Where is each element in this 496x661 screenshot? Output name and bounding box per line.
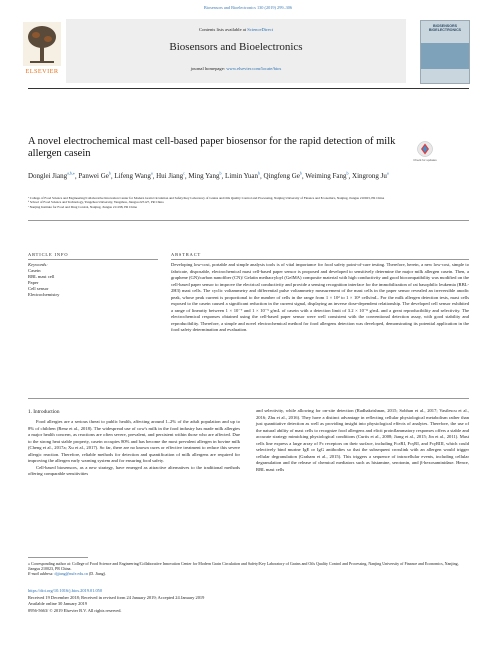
article-title: A novel electrochemical mast cell-based paper biosensor for the rapid detection of milk allergen casein	[28, 136, 396, 160]
author[interactable]	[225, 172, 260, 180]
elsevier-wordmark: ELSEVIER	[25, 68, 59, 75]
author-name: Weiming Fang	[305, 172, 347, 181]
footnote-rule	[28, 557, 88, 558]
article-info-rule	[28, 259, 158, 260]
keywords-label: Keywords:	[28, 262, 48, 267]
elsevier-logo	[22, 21, 62, 79]
crossmark-icon[interactable]	[417, 141, 433, 157]
keyword-item: Casein	[28, 267, 41, 273]
author-affiliation-mark: b	[108, 171, 111, 176]
author-affiliation-mark: a,b,	[67, 171, 73, 176]
masthead-rule	[28, 88, 469, 89]
contents-prefix: Contents lists available at	[199, 27, 248, 32]
affiliation-a: ᵃ College of Food Science and Engineering/Collaborative Innovation Center for Modern Grain Circulation and Safety/Key Laboratory of Grains and Oils Quality Control and Processing, Nanjing University of Finance and Economics, Nanjing, Jiangsu 210023, PR China	[28, 196, 385, 200]
paragraph: Food allergies are a serious threat to public health, affecting around 1–2% of the adult population and up to 8% of children (Renz et al., 2018). The widespread use of cow's milk in the food industry has made milk allergies a major health concern, as reactions are often severe, prevalent, and persistent within those who are affected. Due to the strong heat stable property, casein occupies 80% and has become the most prevalent allergen in bovine milk (Cheng et al., 2017a; Xu et al., 2017). So far, there are no known cures or effective treatment to reduce this severe allergic reaction. Therefore, reliable methods for detection and quantification of milk allergens are required for improving the allergen early warning system and for ensuring food safety.	[28, 419, 240, 464]
author[interactable]	[188, 172, 221, 180]
homepage-link[interactable]: www.elsevier.com/locate/bios	[226, 66, 282, 71]
author-name: Donglei Jiang	[28, 172, 68, 181]
article-history: Received 19 December 2018; Received in revised form 24 January 2019; Accepted 24 January 2019	[28, 594, 205, 600]
author-affiliation-mark: b	[219, 171, 222, 176]
introduction-right-column	[256, 408, 469, 473]
introduction-heading: 1. Introduction	[28, 409, 60, 415]
author-name: Xingrong Ju	[352, 172, 387, 181]
online-date: Available online 30 January 2019	[28, 601, 87, 607]
publication-info	[28, 588, 328, 615]
copyright: 0956-5663/ © 2019 Elsevier B.V. All rights reserved.	[28, 608, 122, 614]
author[interactable]	[264, 172, 302, 180]
keyword-item: Paper	[28, 279, 39, 285]
keyword-item: RBL mast cell	[28, 273, 55, 279]
author-name: Hui Jiang	[156, 172, 184, 181]
email-link[interactable]: djjiang@nufe.edu.cn	[54, 571, 88, 577]
author-name: Limin Yuan	[225, 172, 259, 181]
abstract-bottom-rule	[28, 398, 469, 399]
email-suffix: (D. Jiang).	[87, 571, 106, 577]
journal-reference: Biosensors and Bioelectronics 130 (2019) 299–306	[203, 5, 293, 10]
author[interactable]	[305, 172, 348, 180]
affiliations	[28, 196, 468, 209]
author-affiliation-mark: b	[299, 171, 302, 176]
abstract-text: Developing low-cost, portable and simple analysis tools is of vital importance for food safety point-of-care testing. Therefore, herein, a new low-cost, simple to fabricate, disposable, electrochemical mast cell-based paper sensor is proposed and developed to sensitively determine the major milk allergen casein. Then, a graphene (GN)/carbon nanofiber (CN)/ Gelatin methacryloyl (GelMA) composite material with high conductivity and good biocompatibility was modified on the cell-based paper sensor to improve the electrical conductivity and provide a sensing recognition interface for the immobilization of rat basophilic leukemia (RBL-2H3) mast cells. The cyclic voltammetry and differential pulse voltammetry measurement of the mast cells in the paper sensor revealed an irreversible anodic peak, whose peak current is proportional to the number of cells in the range from 1 × 10² to 1 × 10⁶ cells/mL. For the milk allergen detection tests, mast cells exposed to the casein caused a significant reduction in the current signal, displaying an inverse dose-dependent relationship. The developed cell sensor exhibited a range of linearity between 1 × 10⁻⁷ and 1 × 10⁻⁵ g/mL of casein with a detection limit of 3.2 × 10⁻⁸ g/mL and a great reproducibility and selectivity. The electrochemical responses obtained using the cell-based paper sensor were well consistent with the conventional detection assay, with good stability and reproducibility. Therefore, a simple and novel electrochemical method for food allergens detection was developed, demonstrating its potential application in the food safety determination and evaluation.	[171, 262, 469, 333]
author-list: Donglei Jiang$^{a,b,⁎}$, Panwei Ge$^b$, Lifeng Wang$^a$, Hui Jiang$^c$, Ming Yang$^b$, Limin Yuan$^b$, Qingfeng Ge$^b$, Weiming Fang$^b$, Xingrong Ju$^a$	[28, 171, 389, 181]
author[interactable]	[352, 172, 389, 180]
keyword-item: Electrochemistry	[28, 291, 60, 297]
contents-line	[66, 27, 406, 32]
doi-link[interactable]: https://doi.org/10.1016/j.bios.2019.01.050	[28, 588, 103, 593]
abstract-rule	[171, 259, 469, 260]
affiliation-c: ᶜ Nanjing Institute for Food and Drug Control, Nanjing, Jiangsu 211198, PR China	[28, 204, 137, 209]
keyword-item: Cell sensor	[28, 285, 49, 291]
journal-name: Biosensors and Bioelectronics	[169, 41, 303, 53]
journal-cover	[420, 20, 470, 84]
paragraph: Cell-based biosensors, as a new strategy, have emerged as attractive alternatives to the traditional methods offering comparable sensitivities	[28, 464, 240, 477]
author-affiliation-mark: b	[258, 171, 261, 176]
corresponding-author-mark: ⁎	[72, 171, 75, 176]
paragraph: and selectivity, while allowing for on-site detection (Radhakrishnan, 2015; Sobhan et al., 2017; Vasilescu et al., 2016; Zhu et al., 2016). They have a distinct advantage in reflecting cellular physiological metabolism rather than just quantitative detection as well as providing insight into physiological effects of analytes. Therefore, the use of the natural ability of mast cells to recognize food allergens and elicit proinflammatory responses offers a stable and accurate strategy mimicking physiological conditions (Curtis et al., 2008; Jiang et al., 2015; Jin et al., 2011). Mast cells line express a large array of Fc receptors on their surface, including FcεRI, FcγRI, and FcγRIII, which could selectively bind murine IgE or IgG antibodies so that the subsequent crosslink with an allergen would trigger cellular degranulation (Graham et al., 2015). This triggers a sequence of intracellular events, including cellular degranulation and the release of chemical mediators such as histamine, serotonin, and β-hexosaminidase. Hence, RBL mast cells	[256, 408, 469, 472]
email-line	[28, 571, 469, 576]
homepage-prefix: journal homepage:	[190, 66, 227, 71]
homepage-line	[66, 66, 406, 71]
abstract-heading: ABSTRACT	[171, 252, 202, 257]
author[interactable]	[156, 172, 185, 180]
article-info-heading: ARTICLE INFO	[28, 252, 69, 257]
author[interactable]	[78, 172, 111, 180]
crossmark-label: Check for updates	[413, 158, 437, 162]
author-affiliation-mark: b	[346, 171, 349, 176]
email-label: E-mail address:	[28, 571, 55, 577]
author-name: Ming Yang	[188, 172, 220, 181]
affiliation-b: ᵇ School of Food Science and Technology, Yangzhou University, Yangzhou, Jiangsu 225127, PR China	[28, 200, 164, 205]
cover-title: BIOSENSORS BIOELECTRONICS	[428, 24, 462, 33]
author-name: Panwei Ge	[78, 172, 109, 181]
author-affiliation-mark: c	[183, 171, 185, 176]
cover-image	[421, 43, 469, 69]
author[interactable]	[114, 172, 152, 180]
author-affiliation-mark: a	[386, 171, 389, 176]
author[interactable]	[28, 172, 75, 180]
affiliation-rule	[28, 220, 469, 221]
footnote	[28, 561, 469, 577]
author-name: Qingfeng Ge	[263, 172, 300, 181]
author-affiliation-mark: a	[150, 171, 153, 176]
corresponding-author-note: ⁎ Corresponding author at: College of Food Science and Engineering/Collaborative Innovation Center for Modern Grain Circulation and Safety/Key Laboratory of Grains and Oils Quality Control and Processing, Nanjing University of Finance and Economics, Nanjing, Jiangsu 210023, PR China.	[28, 561, 459, 572]
author-name: Lifeng Wang	[114, 172, 151, 181]
sciencedirect-link[interactable]: ScienceDirect	[247, 27, 273, 32]
keywords-block	[28, 262, 158, 297]
introduction-left-column	[28, 419, 240, 478]
